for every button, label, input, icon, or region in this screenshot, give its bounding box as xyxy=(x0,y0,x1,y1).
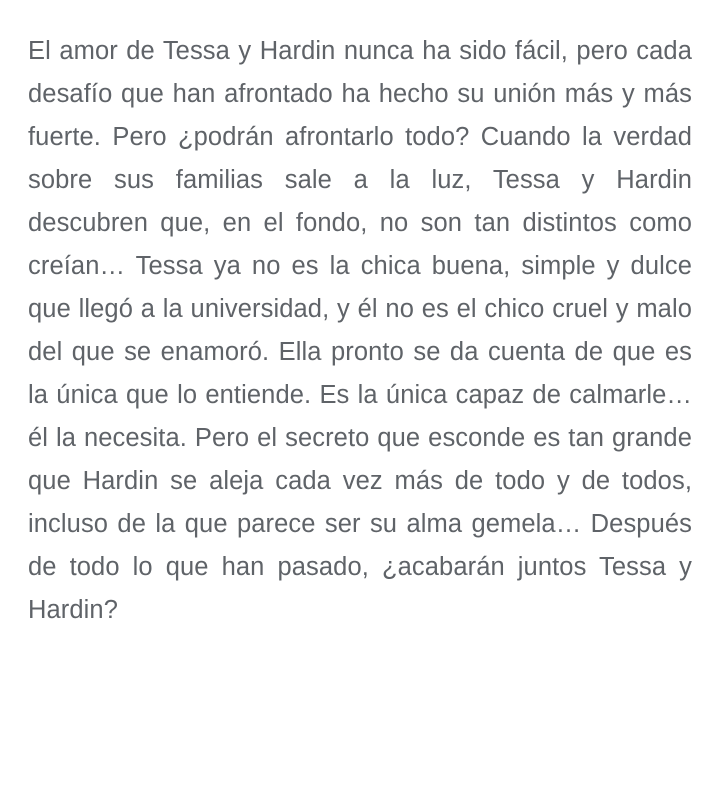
synopsis-paragraph: El amor de Tessa y Hardin nunca ha sido fácil, pero cada desafío que han afrontado ha hecho su unión más y más fuerte. Pero ¿podrán afrontarlo todo? Cuando la verdad sobre sus familias sale a la luz, Tessa y Hardin descubren que, en el fondo, no son tan distintos como creían… Tessa ya no es la chica buena, simple y dulce que llegó a la universidad, y él no es el chico cruel y malo del que se enamoró. Ella pronto se da cuenta de que es la única que lo entiende. Es la única capaz de calmarle… él la necesita. Pero el secreto que esconde es tan grande que Hardin se aleja cada vez más de todo y de todos, incluso de la que parece ser su alma gemela… Después de todo lo que han pasado, ¿acabarán juntos Tessa y Hardin? xyxy=(28,37,692,624)
